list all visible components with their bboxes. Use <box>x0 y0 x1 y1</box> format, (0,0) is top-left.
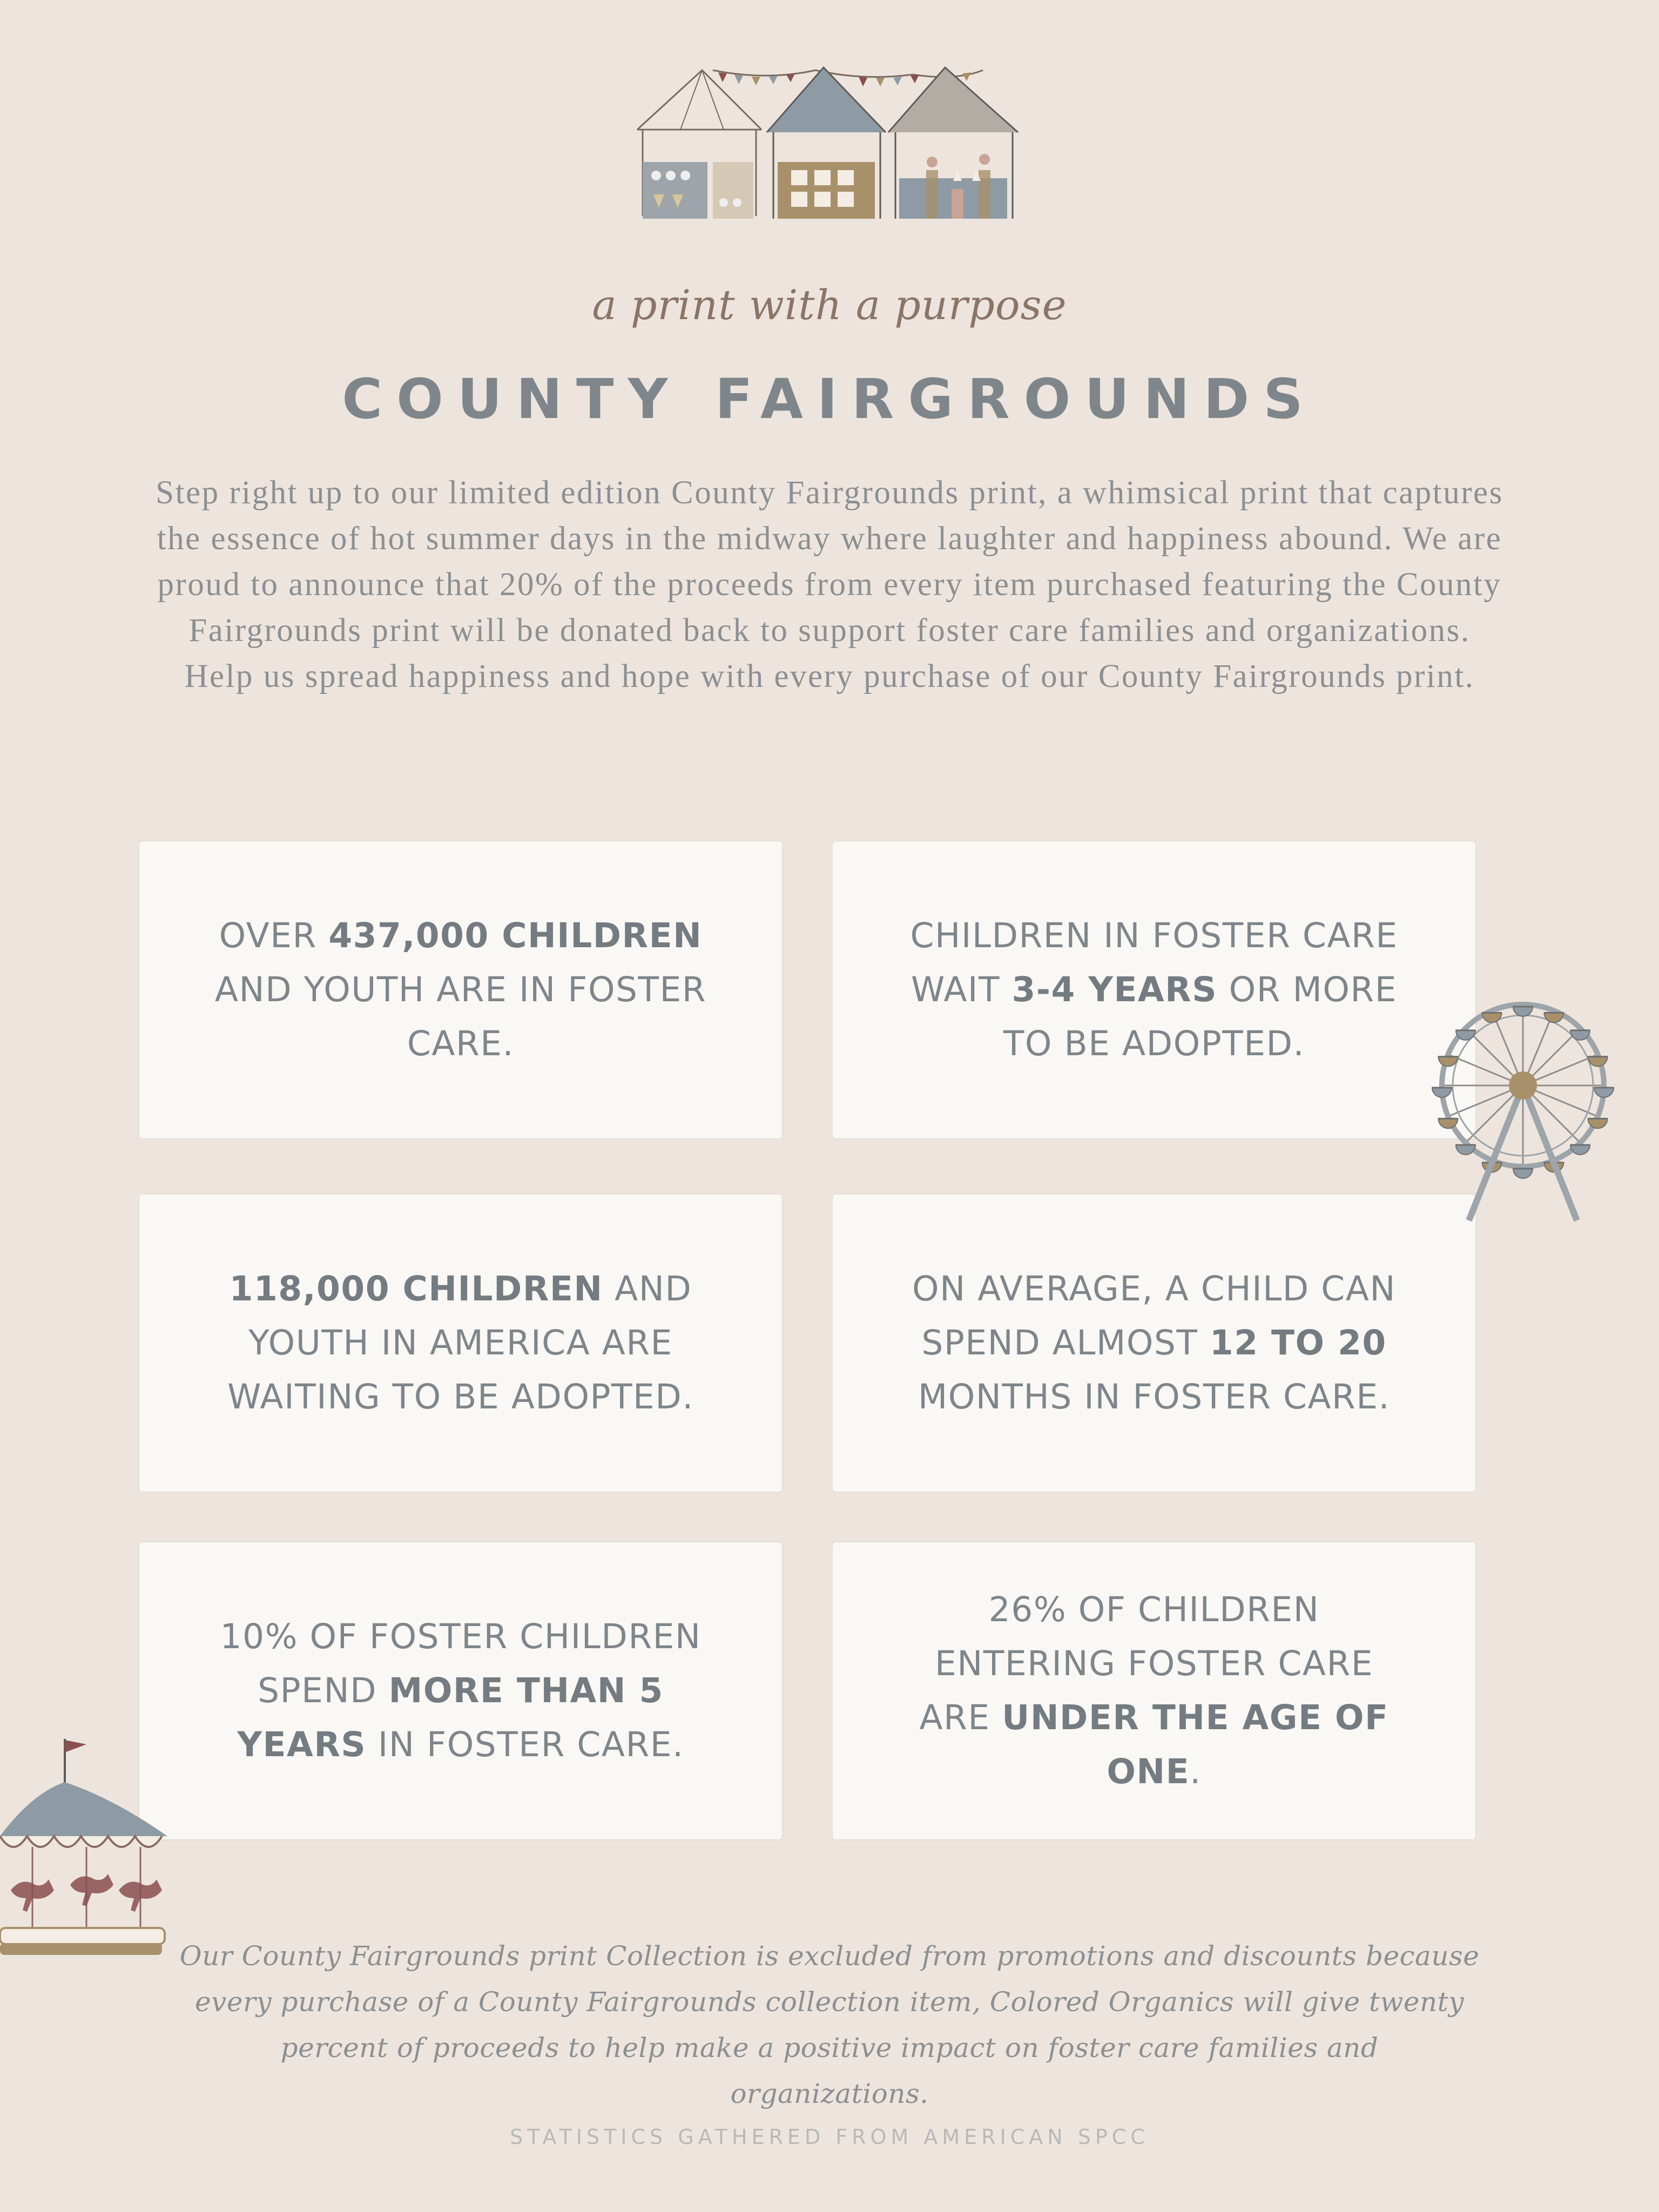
page-title: COUNTY FAIRGROUNDS <box>342 367 1317 431</box>
stat-text: ON AVERAGE, A CHILD CAN SPEND ALMOST 12 TO 20 MONTHS IN FOSTER CARE. <box>912 1269 1396 1417</box>
tagline: a print with a purpose <box>592 281 1067 329</box>
intro-paragraph: Step right up to our limited edition County Fairgrounds print, a whimsical print that captures the essence of hot summer days in the midway where laughter and happiness abound. We are proud to announce that 20% of the proceeds from every item purchased featuring the County Fairgrounds print will be donated back to support foster care families and organizations. Help us spread happiness and hope with every purchase of our County Fairgrounds print. <box>156 475 1503 694</box>
stat-text: 10% OF FOSTER CHILDREN SPEND MORE THAN 5 YEARS IN FOSTER CARE. <box>220 1617 702 1764</box>
stat-card-2 <box>833 841 1475 1138</box>
stat-card-4 <box>833 1195 1475 1492</box>
stat-card-6 <box>833 1542 1475 1839</box>
closing-note: Our County Fairgrounds print Collection is excluded from promotions and discounts because every purchase of a County Fairgrounds collection item, Colored Organics will give twenty percent of proceeds to help make a positive impact on foster care families and organizations. <box>179 1940 1480 2109</box>
stat-text: 118,000 CHILDREN AND YOUTH IN AMERICA ARE WAITING TO BE ADOPTED. <box>227 1269 694 1417</box>
stat-text: CHILDREN IN FOSTER CARE WAIT 3-4 YEARS OR MORE TO BE ADOPTED. <box>910 916 1398 1063</box>
stat-card-3 <box>139 1195 782 1492</box>
stat-text: 26% OF CHILDREN ENTERING FOSTER CARE ARE UNDER THE AGE OF ONE. <box>919 1590 1389 1791</box>
stat-text: OVER 437,000 CHILDREN AND YOUTH ARE IN FOSTER CARE. <box>214 916 707 1063</box>
source-note: STATISTICS GATHERED FROM AMERICAN SPCC <box>510 2125 1149 2149</box>
stat-card-5 <box>139 1542 782 1839</box>
stat-card-1 <box>139 841 782 1138</box>
fair-tents-illustration <box>632 59 1026 221</box>
ferris-wheel-icon <box>1404 983 1642 1226</box>
carousel-icon <box>0 1728 173 1977</box>
